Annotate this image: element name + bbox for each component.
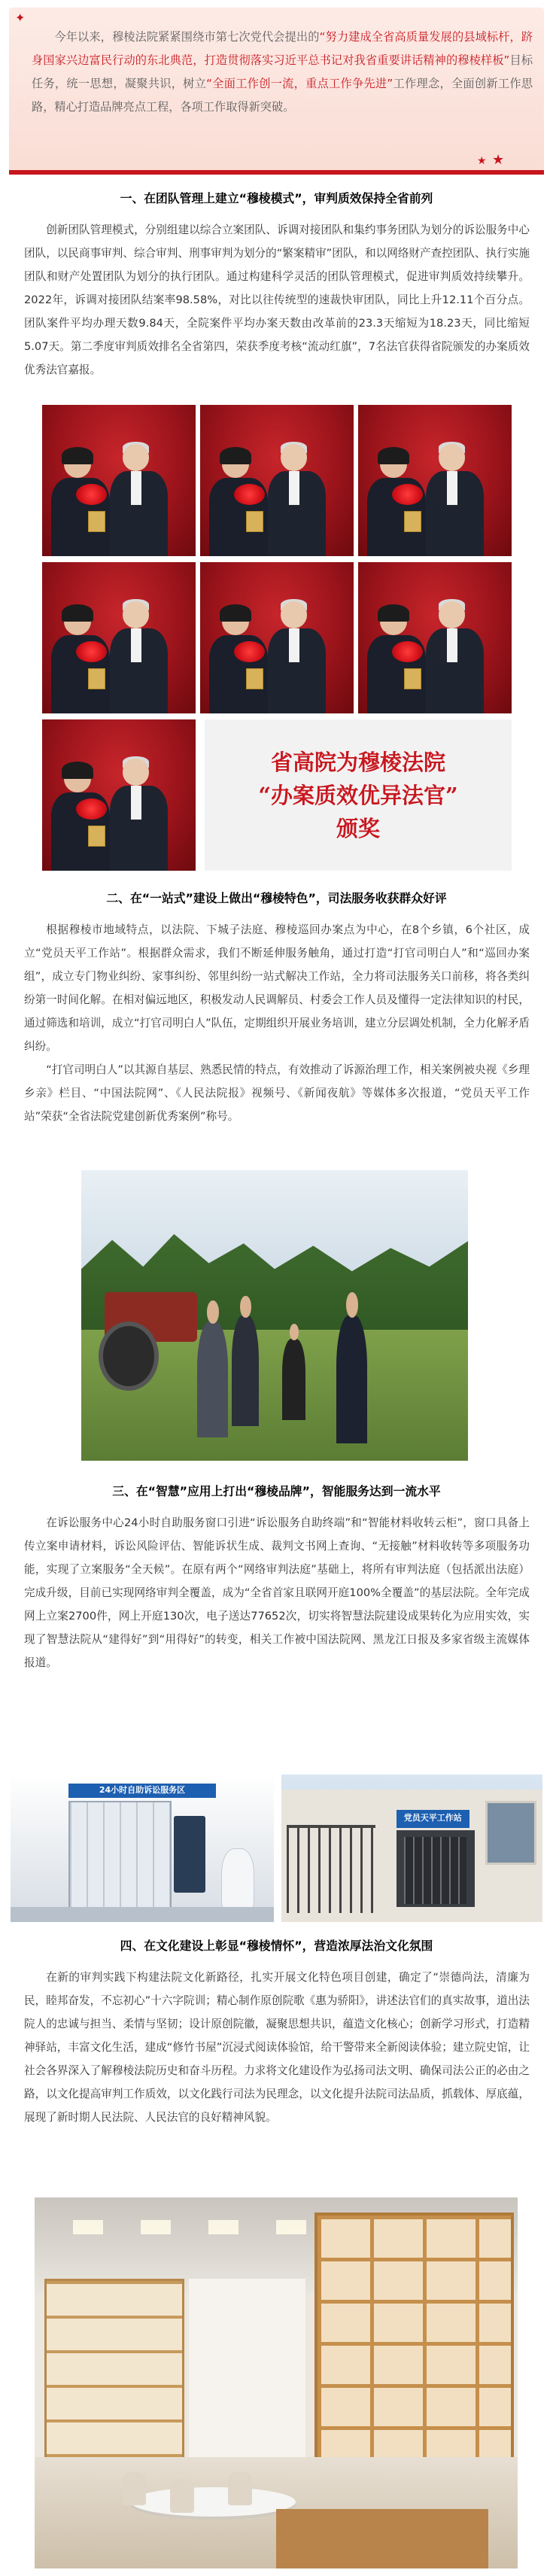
kiosk-sign: 24小时自助诉讼服务区 <box>68 1784 216 1799</box>
field-visit-photo <box>81 1170 468 1461</box>
section-4-paragraph: 在新的审判实践下构建法院文化新路径，扎实开展文化特色项目创建，确定了“崇德尚法，清廉为民，睦邦奋发，不忘初心”十六字院训；精心制作原创院歌《惠为骄阳》，讲述法官们的真实故事，道出法院人的忠诚与担当、柔情与坚韧；设计原创院徽，凝聚思想共识，蕴造文化核心；创新学习形式，打造精神驿站，丰富文化生活，建成“修竹书屋”沉浸式阅读体验馆，给干警带来全新阅读体验；建立院史馆，让社会各界深入了解穆棱法院历史和奋斗历程。力求将文化建设作为弘扬司法文明、确保司法公正的必由之路，以文化提高审判工作质效，以文化践行司法为民理念，以文化提升法院司法品质，抓载体、厚底蕴，展现了新时期人民法院、人民法官的良好精神风貌。 <box>24 1971 530 2124</box>
award-photo-1 <box>42 405 196 556</box>
section-4-body <box>24 1966 530 2129</box>
star-icon: ✦ <box>15 11 26 25</box>
self-service-kiosk-photo <box>11 1775 274 1922</box>
award-caption-line-2: “办案质效优异法官” <box>258 782 458 808</box>
award-caption-line-1: 省高院为穆棱法院 <box>270 749 445 775</box>
award-photo-6 <box>358 562 512 713</box>
section-heading-3: 三、在“智慧”应用上打出“穆棱品牌”，智能服务达到一流水平 <box>112 1484 441 1498</box>
star-icon: ★ <box>477 155 487 167</box>
section-3-body <box>24 1511 530 1674</box>
section-heading-1: 一、在团队管理上建立“穆棱模式”，审判质效保持全省前列 <box>120 191 433 205</box>
award-photo-2 <box>200 405 354 556</box>
intro-box <box>9 8 544 175</box>
section-heading-4: 四、在文化建设上彰显“穆棱情怀”，营造浓厚法治文化氛围 <box>120 1939 433 1953</box>
intro-text-1: 今年以来，穆棱法院紧紧围绕市第七次党代会提出的 <box>54 30 320 44</box>
award-photo-5 <box>200 562 354 713</box>
intro-paragraph <box>32 26 533 119</box>
workstation-building-photo <box>281 1775 542 1922</box>
section-1-body <box>24 218 530 382</box>
reading-room-photo <box>35 2197 518 2568</box>
section-1-paragraph: 创新团队管理模式，分别组建以综合立案团队、诉调对接团队和集约事务团队为划分的诉讼服务中心团队，以民商事审判、综合审判、刑事审判为划分的“繁案精审”团队，和以网络财产查控团队、执行实施团队和财产处置团队为划分的执行团队。通过构建科学灵活的团队管理模式，促进审判质效持续攀升。2022年，诉调对接团队结案率98.58%，对比以往传统型的速裁快审团队，同比上升12.11个百分点。团队案件平均办理天数9.84天，全院案件平均办案天数由改革前的23.3天缩短为18.23天，同比缩短5.07天。第二季度审判质效排名全省第四，荣获季度考核“流动红旗”，7名法官获得省院颁发的办案质效优秀法官嘉报。 <box>24 224 530 376</box>
intro-text-3: 工作理念，全面创新工作思路，精心打造品牌亮点工程，各项工作取得新突破。 <box>32 77 533 114</box>
section-2-paragraph-1: 根据穆棱市地域特点，以法院、下城子法庭、穆棱巡回办案点为中心，在8个乡镇，6个社区，成立“党员天平工作站”。根据群众需求，我们不断延伸服务触角，通过打造“打官司明白人”和“巡回办案组”，成立专门物业纠纷、家事纠纷、邻里纠纷一站式解决工作站，全力将司法服务关口前移，将各类纠纷第一时间化解。在相对偏远地区，积极发动人民调解员、村委会工作人员及懂得一定法律知识的村民，通过筛选和培训，成立“打官司明白人”队伍，定期组织开展业务培训，建立分层调处机制，全力化解矛盾纠纷。 <box>24 923 530 1053</box>
award-photo-3 <box>358 405 512 556</box>
section-3-paragraph: 在诉讼服务中心24小时自助服务窗口引进“诉讼服务自助终端”和“智能材料收转云柜”，窗口具备上传立案申请材料，诉讼风险评估、智能诉状生成、裁判文书网上查询、“无接触”材料收转等多项服务功能，实现了立案服务“全天候”。在原有两个“网络审判法庭”基础上，将所有审判法庭（包括派出法庭）完成升级，目前已实现网络审判全覆盖，成为“全省首家且联网开庭100%全覆盖”的基层法院。全年完成网上立案2700件，网上开庭130次，电子送达77652次，切实将智慧法院建设成果转化为应用实效，实现了智慧法院从“建得好”到“用得好”的转变，相关工作被中国法院网、黑龙江日报及多家省级主流媒体报道。 <box>24 1516 530 1669</box>
award-photo-7 <box>42 719 196 871</box>
award-photo-4 <box>42 562 196 713</box>
star-icon: ★ <box>492 152 505 168</box>
workstation-board: 党员天平工作站 <box>397 1810 469 1828</box>
award-caption-panel <box>205 719 512 871</box>
section-heading-2: 二、在“一站式”建设上做出“穆棱特色”，司法服务收获群众好评 <box>106 891 447 905</box>
award-caption-line-3: 颁奖 <box>336 815 380 841</box>
intro-quote-1: “努力建成全省高质量发展的县域标杆，跻身国家兴边富民行动的东北典范，打造贯彻落实习近平总书记对我省重要讲话精神的穆棱样板” <box>32 30 533 67</box>
section-2-paragraph-2: “打官司明白人”以其源自基层、熟悉民情的特点，有效推动了诉源治理工作，相关案例被央视《乡理乡亲》栏目、“中国法院网”、《人民法院报》视频号、《新闻夜航》等媒体多次报道，“党员天平工作站”荣获“全省法院党建创新优秀案例”称号。 <box>24 1063 530 1123</box>
section-2-body <box>24 918 530 1128</box>
intro-text-2: 目标任务，统一思想，凝聚共识，树立 <box>32 53 533 90</box>
intro-quote-2: “全面工作创一流，重点工作争先进” <box>206 77 393 90</box>
